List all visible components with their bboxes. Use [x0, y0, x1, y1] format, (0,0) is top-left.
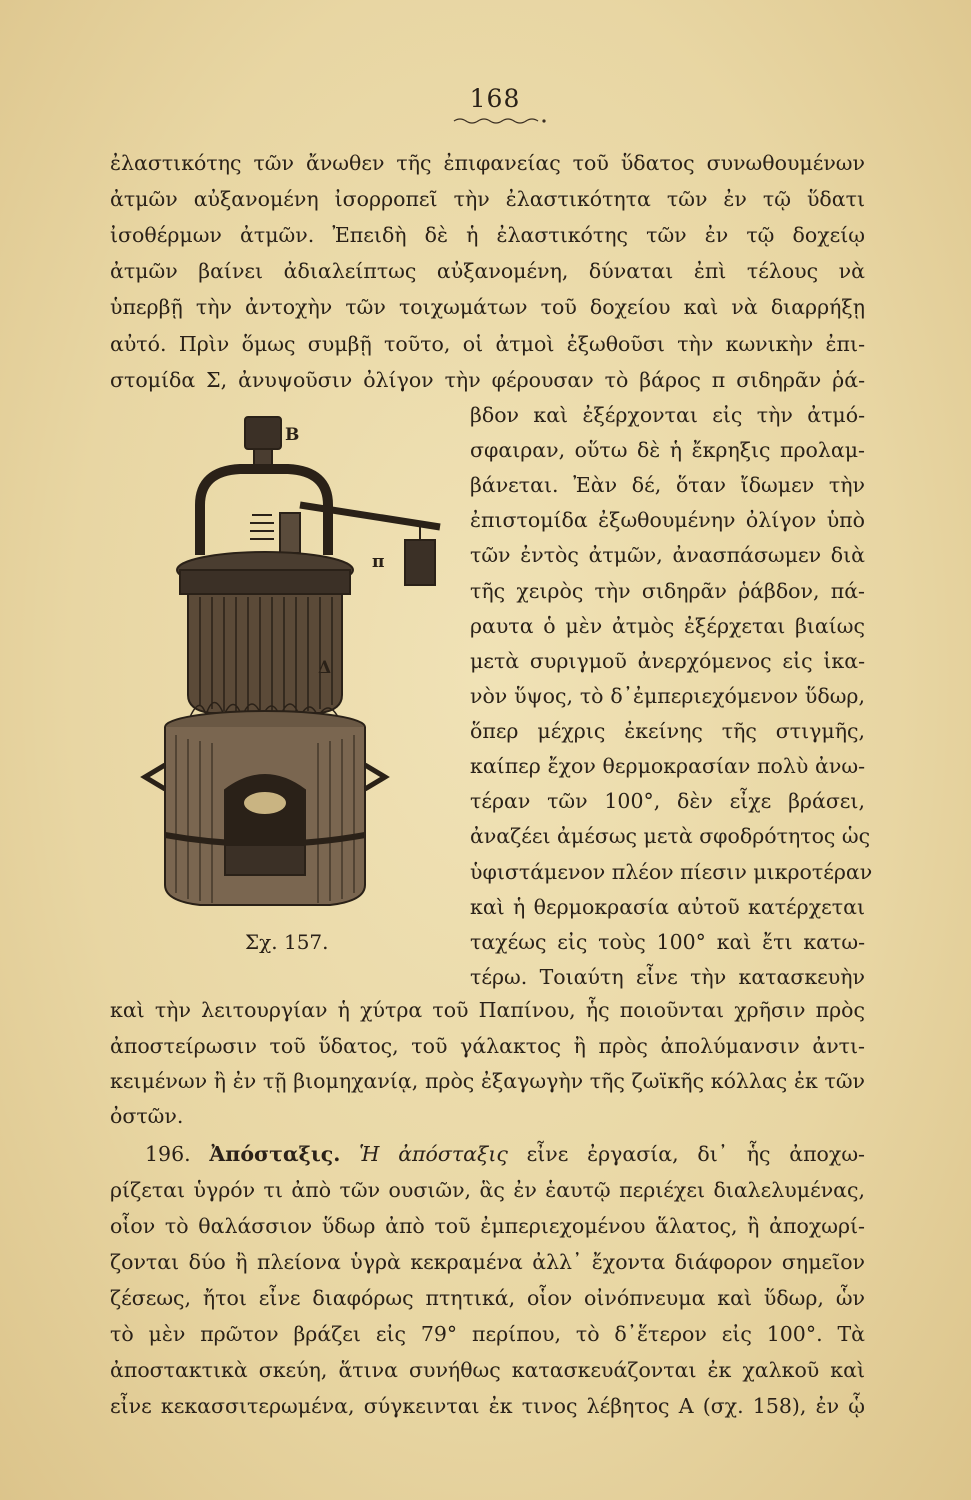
- page-number: 168: [469, 84, 521, 113]
- text-line: τέραν τῶν 100°, δὲν εἶχε βράσει,: [470, 789, 865, 813]
- ornament-divider: [452, 116, 547, 126]
- text-line: ἀτμῶν βαίνει ἀδιαλείπτως αὐξανομένη, δύναται ἐπὶ τέλους νὰ: [110, 259, 865, 283]
- section-italic-lead: Ἡ ἀπόσταξις: [359, 1142, 508, 1166]
- figure-caption: Σχ. 157.: [245, 930, 329, 954]
- text-line: σφαιραν, οὕτω δὲ ἡ ἔκρηξις προλαμ-: [470, 438, 865, 462]
- text-line: ραυτα ὁ μὲν ἀτμὸς ἐξέρχεται βιαίως: [470, 614, 865, 638]
- text-line: ἐλαστικότης τῶν ἄνωθεν τῆς ἐπιφανείας τοῦ ὕδατος συνωθουμένων: [110, 151, 865, 175]
- text-line: κειμένων ἢ ἐν τῇ βιομηχανίᾳ, πρὸς ἐξαγωγὴν τῆς ζωϊκῆς κόλλας ἐκ τῶν: [110, 1069, 865, 1093]
- text-line: καίπερ ἔχον θερμοκρασίαν πολὺ ἀνω-: [470, 754, 865, 778]
- text-line: ρίζεται ὑγρόν τι ἀπὸ τῶν ουσιῶν, ἃς ἐν ἑαυτῷ περιέχει διαλελυμένας,: [110, 1178, 865, 1202]
- text-line: νὸν ὕψος, τὸ δ᾽ἐμπεριεχόμενον ὕδωρ,: [470, 684, 865, 708]
- text-line: μετὰ συριγμοῦ ἀνερχόμενος εἰς ἱκα-: [470, 649, 865, 673]
- figure-label-delta: Δ: [318, 658, 332, 678]
- figure-label-b: Β: [285, 425, 300, 445]
- text-line: ζονται δύο ἢ πλείονα ὑγρὰ κεκραμένα ἀλλ᾽ ἔχοντα διάφορον σημεῖον: [110, 1250, 865, 1274]
- section-first-line-rest: εἶνε ἐργασία, δι᾽ ἧς ἀποχω-: [526, 1142, 865, 1166]
- text-line: αὐτό. Πρὶν ὅμως συμβῇ τοῦτο, οἱ ἀτμοὶ ἐξωθοῦσι τὴν κωνικὴν ἐπι-: [110, 332, 865, 356]
- section-first-line: [145, 1137, 865, 1171]
- text-line: ἀναζέει ἀμέσως μετὰ σφοδρότητος ὡς: [470, 824, 871, 848]
- figure-label-pi: π: [372, 552, 385, 572]
- text-line: ζέσεως, ἤτοι εἶνε διαφόρως πτητικά, οἷον οἰνόπνευμα καὶ ὕδωρ, ὧν: [110, 1286, 865, 1310]
- text-line: τῆς χειρὸς τὴν σιδηρᾶν ῥάβδον, πά-: [470, 579, 865, 603]
- text-line: εἶνε κεκασσιτερωμένα, σύγκεινται ἐκ τινος λέβητος Α (σχ. 158), ἐν ᾧ: [110, 1394, 865, 1418]
- text-line: στομίδα Σ, ἀνυψοῦσιν ὀλίγον τὴν φέρουσαν τὸ βάρος π σιδηρᾶν ῥά-: [110, 368, 865, 392]
- text-line: ὑπερβῇ τὴν ἀντοχὴν τῶν τοιχωμάτων τοῦ δοχείου καὶ νὰ διαρρήξῃ: [110, 295, 865, 319]
- text-line: ὅπερ μέχρις ἐκείνης τῆς στιγμῆς,: [470, 719, 865, 743]
- text-line: ὀστῶν.: [110, 1104, 184, 1128]
- text-line: ταχέως εἰς τοὺς 100° καὶ ἔτι κατω-: [470, 930, 865, 954]
- text-line: βδον καὶ ἐξέρχονται εἰς τὴν ἀτμό-: [470, 403, 865, 427]
- section-number: 196.: [145, 1142, 191, 1166]
- text-line: οἷον τὸ θαλάσσιον ὕδωρ ἀπὸ τοῦ ἐμπεριεχομένου ἅλατος, ἢ ἀποχωρί-: [110, 1214, 865, 1238]
- papin-digester-illustration: [140, 405, 460, 925]
- text-line: ὑφιστάμενον πλέον πίεσιν μικροτέραν: [470, 860, 873, 884]
- text-line: τὸ μὲν πρῶτον βράζει εἰς 79° περίπου, τὸ δ᾽ἕτερον εἰς 100°. Τὰ: [110, 1322, 865, 1346]
- section-heading: Ἀπόσταξις.: [209, 1142, 341, 1166]
- text-line: ἐπιστομίδα ἐξωθουμένην ὀλίγον ὑπὸ: [470, 508, 865, 532]
- text-line: τέρω. Τοιαύτη εἶνε τὴν κατασκευὴν: [470, 965, 865, 989]
- text-line: τῶν ἐντὸς ἀτμῶν, ἀνασπάσωμεν διὰ: [470, 543, 865, 567]
- text-line: ἀποστείρωσιν τοῦ ὕδατος, τοῦ γάλακτος ἢ πρὸς ἀπολύμανσιν ἀντι-: [110, 1034, 865, 1058]
- text-line: ἀποστακτικὰ σκεύη, ἅτινα συνήθως κατασκευάζονται ἐκ χαλκοῦ καὶ: [110, 1358, 865, 1382]
- text-line: καὶ ἡ θερμοκρασία αὐτοῦ κατέρχεται: [470, 895, 865, 919]
- text-line: ἰσοθέρμων ἀτμῶν. Ἐπειδὴ δὲ ἡ ἐλαστικότης τῶν ἐν τῷ δοχείῳ: [110, 223, 865, 247]
- text-line: βάνεται. Ἐὰν δέ, ὅταν ἴδωμεν τὴν: [470, 473, 865, 497]
- text-line: ἀτμῶν αὐξανομένη ἰσορροπεῖ τὴν ἐλαστικότητα τῶν ἐν τῷ ὕδατι: [110, 187, 865, 211]
- text-line: καὶ τὴν λειτουργίαν ἡ χύτρα τοῦ Παπίνου, ἧς ποιοῦνται χρῆσιν πρὸς: [110, 998, 865, 1022]
